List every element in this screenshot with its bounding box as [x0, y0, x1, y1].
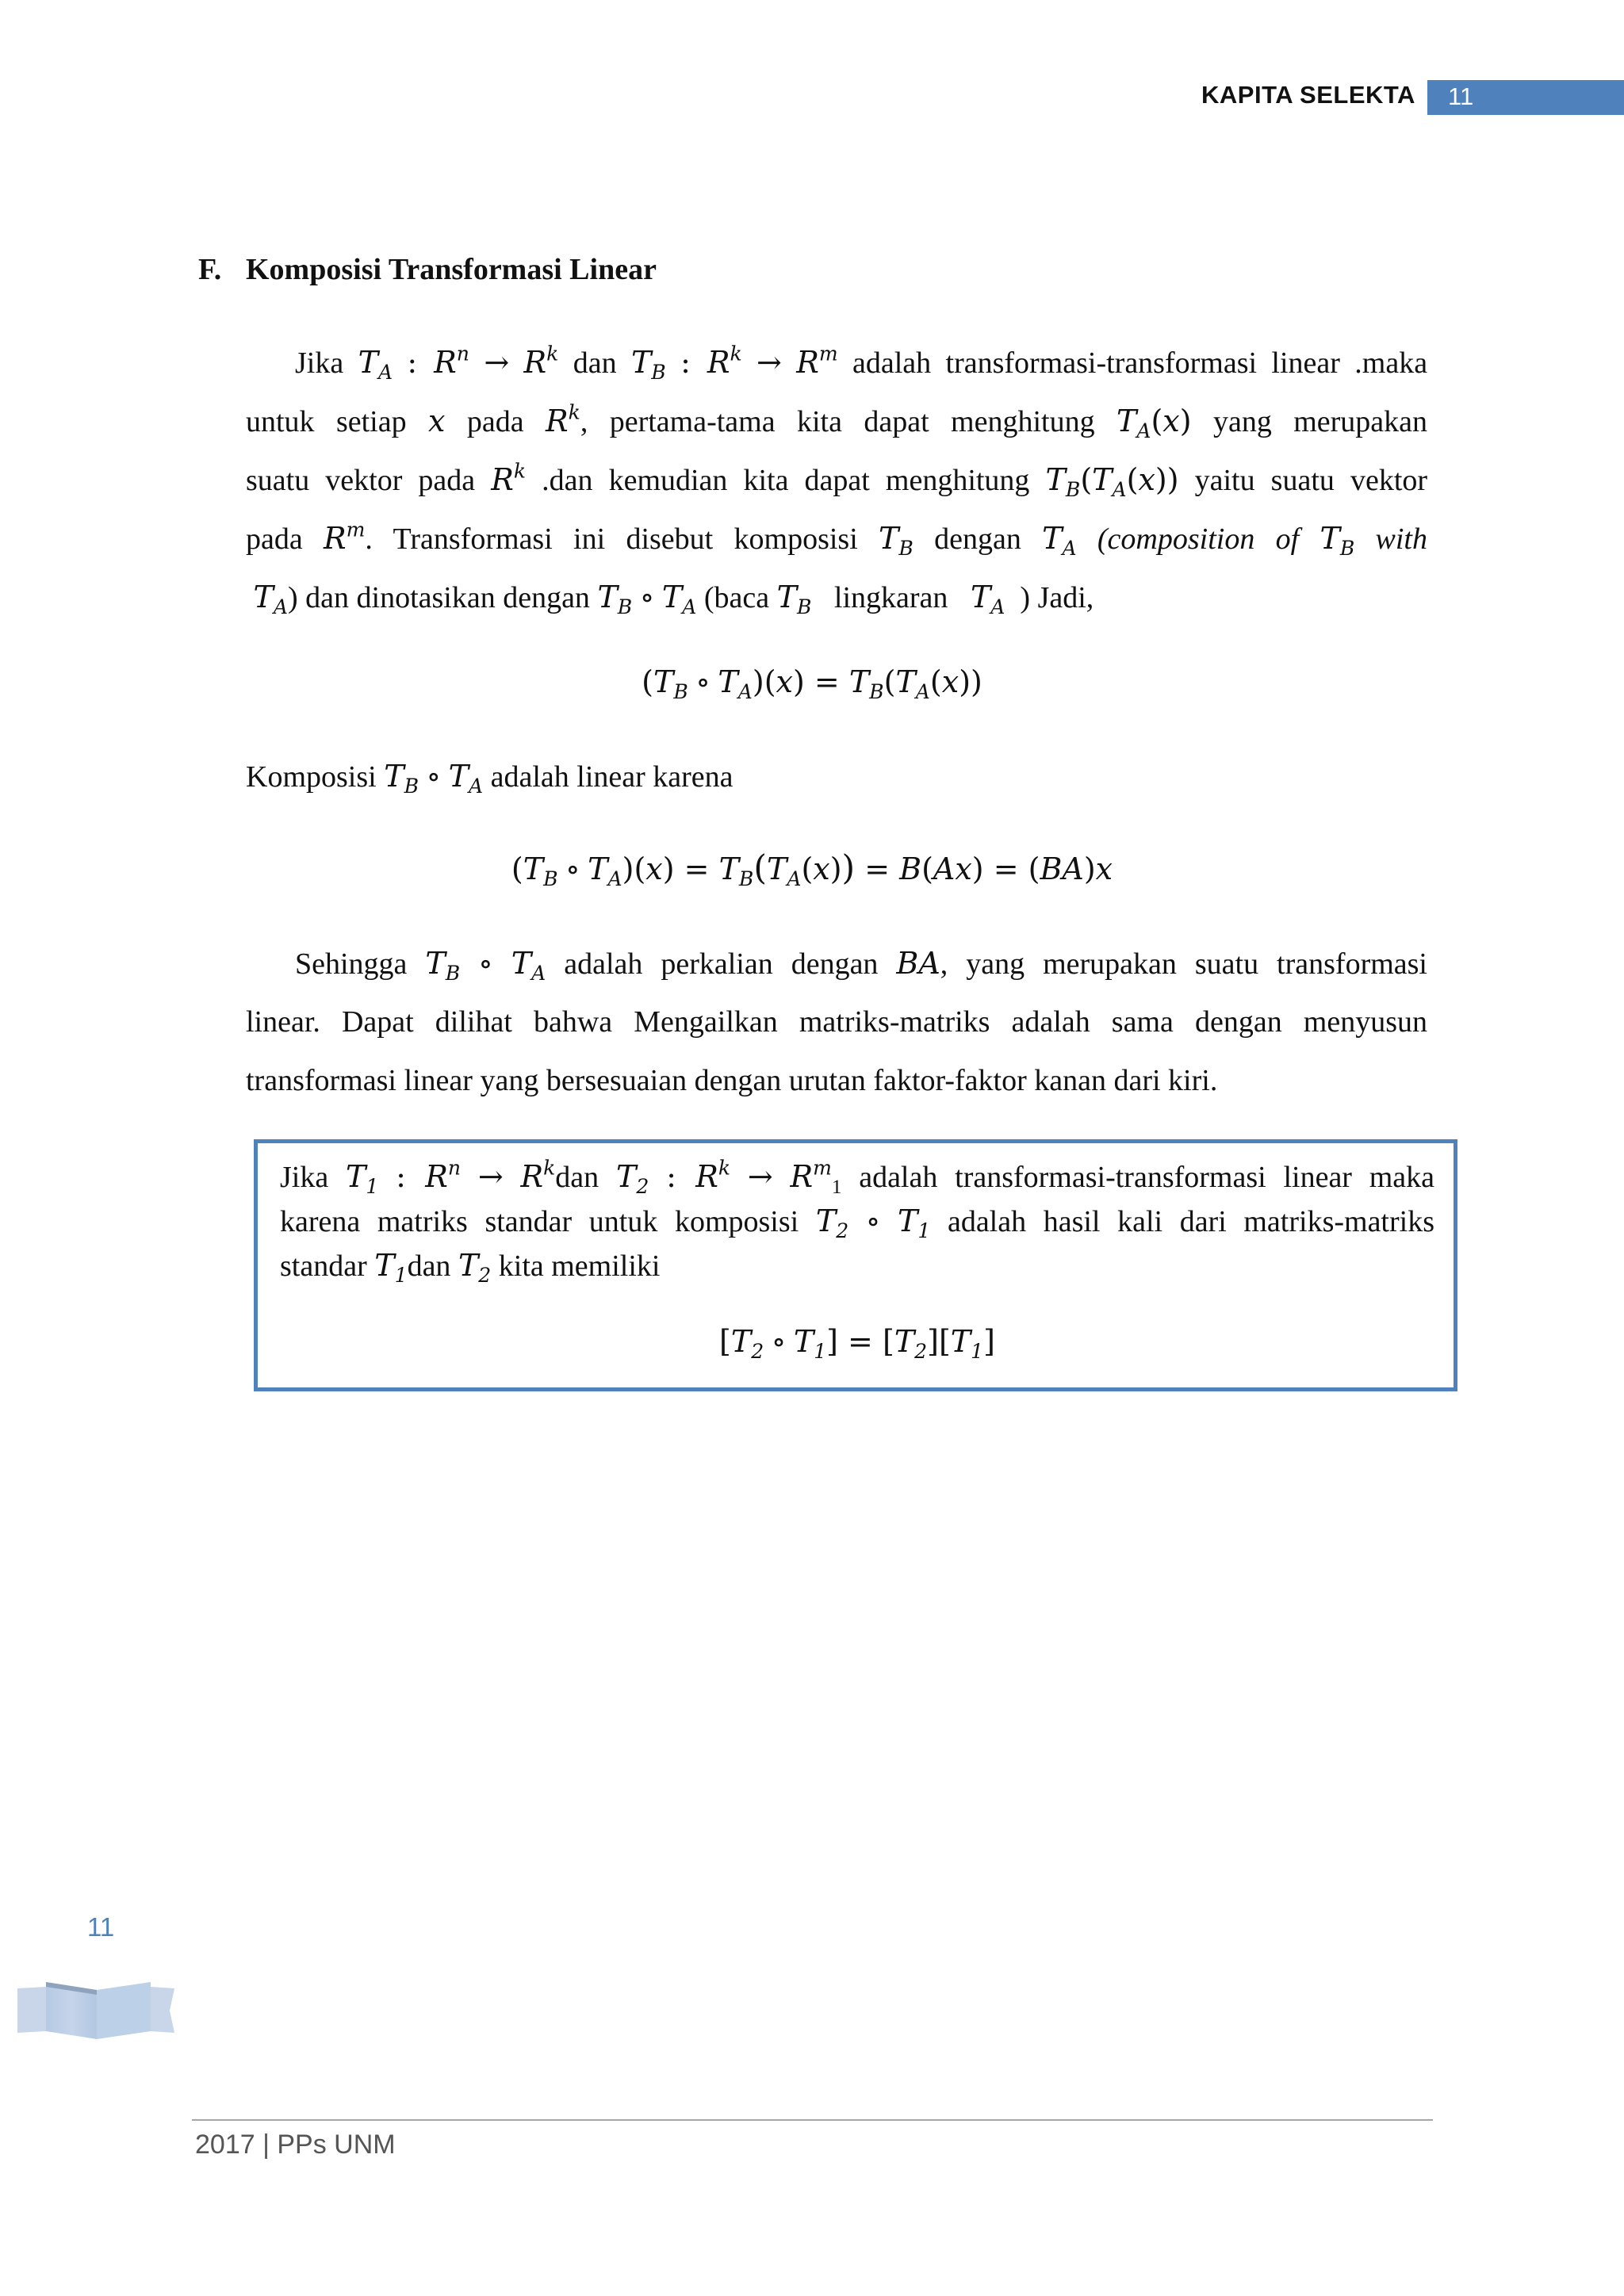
paragraph-line: $T_A$) dan dinotasikan dengan $T_B$ ∘ $T_A$ (baca $T_B$ lingkaran $T_A$ ) Jadi,	[253, 580, 1094, 619]
paragraph-linearity	[246, 747, 1427, 806]
equation-composition: ($T_B$ ∘ $T_A)(x) = T_B(T_A(x))$	[642, 664, 982, 704]
theorem-line: Jika $T_1$ : $R^n \to R^kdan$ $T_2$ : $R^k \to R^m_1$ adalah transformasi-transformasi linear maka	[280, 1156, 1435, 1199]
section-heading	[198, 252, 657, 287]
theorem-line: karena matriks standar untuk komposisi $T_2$ ∘ $T_1$ adalah hasil kali dari matriks-matriks	[280, 1203, 1434, 1243]
paragraph-line: Jika $T_A$ : $R^n \to R^k$ dan $T_B$ : $R^k \to R^m$ adalah transformasi-transformasi linear .maka	[295, 342, 1428, 385]
theorem-equation: [$T_2$ ∘ $T_1] = [T_2][T_1]$	[719, 1324, 995, 1364]
theorem-box	[254, 1139, 1457, 1391]
paragraph-line: linear. Dapat dilihat bahwa Mengailkan matriks-matriks adalah sama dengan menyusun	[246, 1005, 1427, 1039]
paragraph-line: suatu vektor pada $R^k$ .dan kemudian kita dapat menghitung $T_B(T_A(x))$ yaitu suatu vektor	[246, 459, 1428, 502]
header-title: KAPITA SELEKTA	[1201, 81, 1415, 109]
footer-rule	[192, 2119, 1433, 2121]
paragraph-definition	[246, 333, 1427, 626]
paragraph-line: transformasi linear yang bersesuaian dengan urutan faktor-faktor kanan dari kiri.	[246, 1064, 1218, 1097]
section-letter: F.	[198, 253, 222, 286]
paragraph-line: untuk setiap x pada $R^k$, pertama-tama kita dapat menghitung $T_A(x)$ yang merupakan	[246, 400, 1428, 443]
paragraph-line: Komposisi $T_B$ ∘ $T_A$ adalah linear karena	[246, 759, 733, 798]
header-page-number: 11	[1448, 82, 1474, 110]
footer-page-number: 11	[87, 1912, 115, 1942]
paragraph-line: Sehingga $T_B$ ∘ $T_A$ adalah perkalian dengan BA, yang merupakan suatu transformasi	[295, 946, 1427, 985]
section-title: Komposisi Transformasi Linear	[246, 253, 657, 286]
equation-product: ($T_B$ ∘ $T_A)(x) = T_B(T_A(x)) = B(Ax) = (BA)x$	[511, 848, 1113, 891]
paragraph-conclusion	[246, 934, 1427, 1110]
theorem-line: standar $T_1dan$ $T_2$ kita memiliki	[280, 1248, 661, 1288]
page-ribbon-icon	[17, 1979, 176, 2042]
paragraph-line: pada $R^m$. Transformasi ini disebut komposisi $T_B$ dengan $T_A$ (composition of $T_B$ with	[246, 518, 1427, 561]
footer-text: 2017 | PPs UNM	[195, 2130, 396, 2160]
